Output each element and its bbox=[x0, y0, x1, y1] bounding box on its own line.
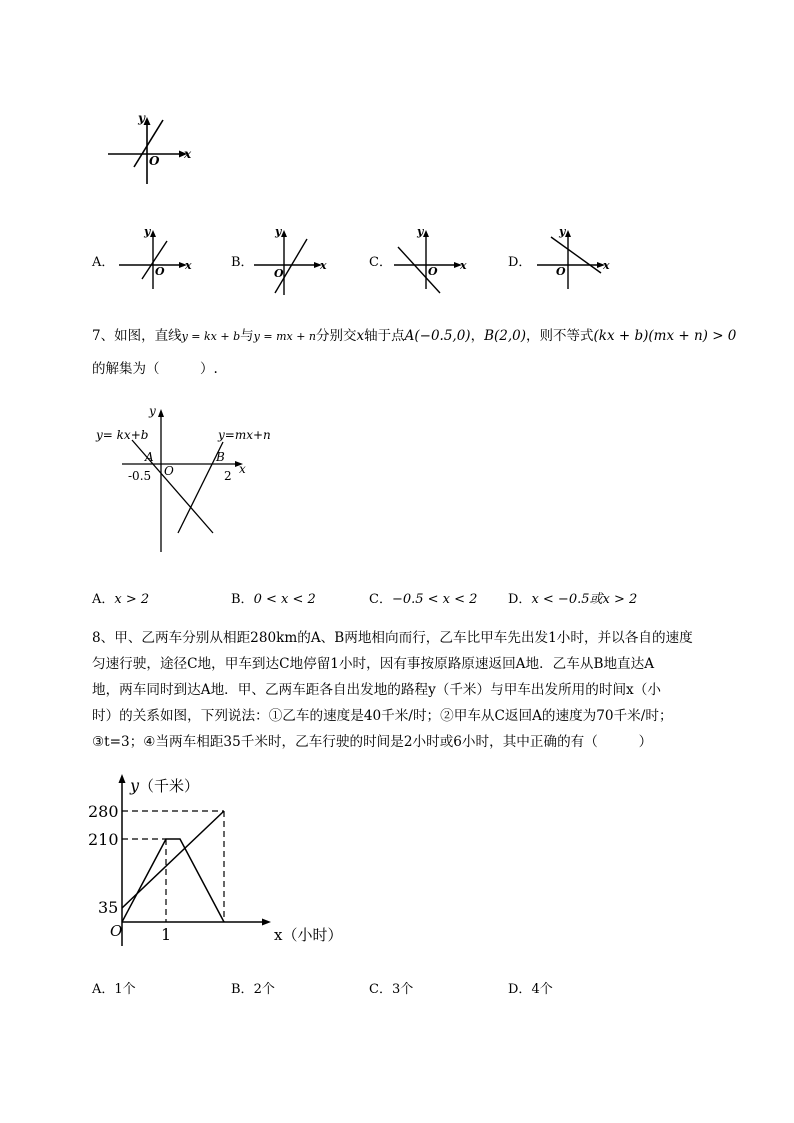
q7-sep: ， bbox=[470, 328, 485, 344]
q7-y-label: y bbox=[149, 404, 156, 418]
q7-stem-part4: 轴于点 bbox=[364, 328, 405, 344]
q8-option-d[interactable]: D．4个 bbox=[508, 982, 553, 997]
q7-eq1: y = kx + b bbox=[181, 330, 241, 343]
q6-option-d-x-label: x bbox=[603, 259, 610, 272]
q6-option-b-letter[interactable]: B． bbox=[231, 255, 254, 270]
q6-option-b-y-label: y bbox=[275, 225, 282, 238]
q7-point-a-label: A bbox=[145, 450, 154, 464]
q6-option-c-origin: O bbox=[428, 265, 438, 278]
q7-point-b: B(2,0) bbox=[484, 328, 527, 344]
q7-stem-part3: 分别交 bbox=[316, 328, 357, 344]
q6-option-b-line bbox=[275, 239, 307, 293]
q7-point-b-label: B bbox=[216, 450, 225, 464]
q6-option-a-y-label: y bbox=[144, 225, 151, 238]
q6-option-d-letter[interactable]: D． bbox=[508, 255, 532, 270]
q8-y-axis-label-text: （千米） bbox=[139, 777, 200, 795]
q8-x-tick-1: 1 bbox=[161, 925, 172, 944]
q8-x-axis-label: x（小时） bbox=[274, 926, 343, 944]
q6-option-d-y-label: y bbox=[559, 225, 566, 238]
q8-y-tick-280: 280 bbox=[88, 802, 119, 821]
q7-graph bbox=[90, 400, 290, 560]
q7-stem-part5: ，则不等式 bbox=[526, 328, 594, 344]
q6-option-c-x-label: x bbox=[460, 259, 467, 272]
q6-option-a-letter[interactable]: A． bbox=[92, 255, 115, 270]
q6-main-graph bbox=[105, 112, 195, 187]
q6-option-a-graph[interactable] bbox=[115, 225, 195, 293]
q6-option-b-x-label: x bbox=[320, 259, 327, 272]
q7-option-c[interactable]: C．−0.5 < x < 2 bbox=[369, 592, 478, 607]
q7-line2-label: y=mx+n bbox=[218, 428, 271, 442]
q6-option-b-origin: O bbox=[274, 267, 284, 280]
q6-option-d-origin: O bbox=[556, 265, 566, 278]
q7-option-b[interactable]: B．0 < x < 2 bbox=[231, 592, 316, 607]
q6-option-c-y-label: y bbox=[417, 225, 424, 238]
q8-option-c[interactable]: C．3个 bbox=[369, 982, 414, 997]
q8-y-axis-label: y（千米） bbox=[130, 776, 200, 795]
q7-line1-label: y= kx+b bbox=[96, 428, 149, 442]
q8-option-a[interactable]: A．1个 bbox=[92, 982, 136, 997]
q8-x-arrow bbox=[262, 919, 271, 926]
q8-car-jia-path bbox=[122, 839, 224, 922]
q7-inequality: (kx + b)(mx + n) > 0 bbox=[593, 328, 737, 344]
q7-eq2: y = mx + n bbox=[253, 330, 316, 343]
q8-stem-line-3: 地，两车同时到达A地．甲、乙两车距各自出发地的路程y（千米）与甲车出发所用的时间x（小 bbox=[92, 682, 661, 698]
q7-tick-b: 2 bbox=[224, 469, 232, 483]
q8-option-b[interactable]: B．2个 bbox=[231, 982, 275, 997]
q6-option-a-x-label: x bbox=[185, 259, 192, 272]
q7-stem-line-1 bbox=[92, 326, 736, 347]
q6-option-a-origin: O bbox=[155, 265, 165, 278]
q6-option-d-graph[interactable] bbox=[533, 225, 613, 293]
q7-tick-a: -0.5 bbox=[128, 469, 152, 483]
q7-y-arrow bbox=[158, 409, 164, 417]
q8-graph bbox=[85, 770, 365, 955]
q8-stem-line-2: 匀速行驶，途径C地，甲车到达C地停留1小时，因有事按原路原速返回A地．乙车从B地直达A bbox=[92, 656, 655, 672]
q6-origin-label: O bbox=[149, 154, 160, 168]
q8-y-tick-35: 35 bbox=[98, 898, 119, 917]
q7-origin-label: O bbox=[164, 464, 174, 478]
q6-x-label: x bbox=[184, 147, 192, 161]
q7-x-var: x bbox=[356, 328, 365, 344]
q7-x-label: x bbox=[239, 462, 246, 476]
q7-point-a: A(−0.5,0) bbox=[404, 328, 471, 344]
q6-option-c-graph[interactable] bbox=[390, 225, 470, 297]
q6-option-b-graph[interactable] bbox=[250, 225, 330, 297]
q8-origin-label: O bbox=[110, 922, 123, 940]
q7-stem-part1: 7、如图，直线 bbox=[92, 328, 182, 344]
q6-option-c-letter[interactable]: C． bbox=[369, 255, 392, 270]
q7-option-d[interactable]: D．x < −0.5或x > 2 bbox=[508, 592, 638, 607]
q8-stem-line-5: ③t=3；④当两车相距35千米时，乙车行驶的时间是2小时或6小时，其中正确的有（ ） bbox=[92, 734, 653, 750]
q6-y-label: y bbox=[138, 111, 145, 125]
q8-y-tick-210: 210 bbox=[88, 830, 119, 849]
q7-stem-part2: 与 bbox=[240, 328, 254, 344]
q7-option-a[interactable]: A．x > 2 bbox=[92, 592, 150, 607]
q8-stem-line-4: 时）的关系如图，下列说法：①乙车的速度是40千米/时；②甲车从C返回A的速度为70千米/时； bbox=[92, 708, 673, 724]
q8-stem-line-1: 8、甲、乙两车分别从相距280km的A、B两地相向而行，乙车比甲车先出发1小时，并以各自的速度 bbox=[92, 630, 693, 646]
q7-stem-line-2: 的解集为（ ）. bbox=[92, 361, 218, 377]
q8-y-arrow bbox=[119, 774, 126, 783]
